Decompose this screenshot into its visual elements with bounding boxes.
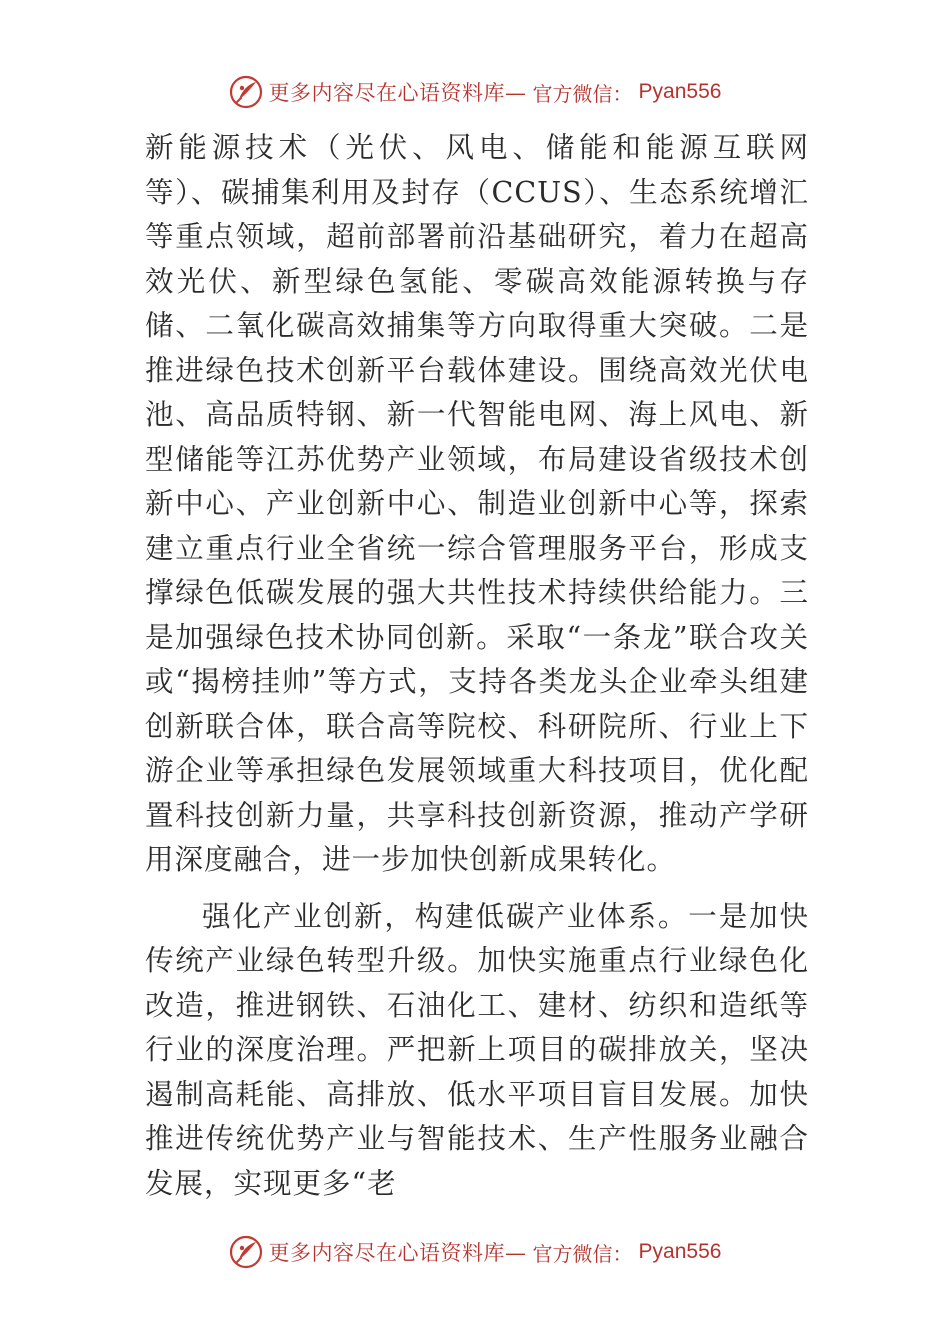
banner-wechat-id: Pyan556 — [638, 1240, 722, 1263]
quill-logo-icon — [229, 1235, 263, 1269]
quill-logo-icon — [229, 75, 263, 109]
footer-banner — [0, 1232, 950, 1272]
banner-wechat-id: Pyan556 — [638, 80, 722, 103]
banner-wechat-label: 官方微信： — [532, 81, 633, 106]
banner-slogan: 更多内容尽在心语资料库— — [268, 81, 527, 105]
banner-wechat-label: 官方微信： — [532, 1241, 633, 1266]
body-paragraph-1: 新能源技术（光伏、风电、储能和能源互联网等）、碳捕集利用及封存（CCUS）、生态系统增汇等重点领域，超前部署前沿基础研究，着力在超高效光伏、新型绿色氢能、零碳高效能源转换与存储、二氧化碳高效捕集等方向取得重大突破。二是推进绿色技术创新平台载体建设。围绕高效光伏电池、高品质特钢、新一代智能电网、海上风电、新型储能等江苏优势产业领域，布局建设省级技术创新中心、产业创新中心、制造业创新中心等，探索建立重点行业全省统一综合管理服务平台，形成支撑绿色低碳发展的强大共性技术持续供给能力。三是加强绿色技术协同创新。采取“一条龙”联合攻关或“揭榜挂帅”等方式，支持各类龙头企业牵头组建创新联合体，联合高等院校、科研院所、行业上下游企业等承担绿色发展领域重大科技项目，优化配置科技创新力量，共享科技创新资源，推动产学研用深度融合，进一步加快创新成果转化。 — [145, 131, 809, 876]
banner-slogan: 更多内容尽在心语资料库— — [268, 1241, 527, 1265]
body-paragraph-2: 强化产业创新，构建低碳产业体系。一是加快传统产业绿色转型升级。加快实施重点行业绿色化改造，推进钢铁、石油化工、建材、纺织和造纸等行业的深度治理。严把新上项目的碳排放关，坚决遏制高耗能、高排放、低水平项目盲目发展。加快推进传统优势产业与智能技术、生产性服务业融合发展，实现更多“老 — [145, 899, 809, 1200]
header-banner — [0, 72, 950, 112]
document-body — [145, 126, 809, 1206]
